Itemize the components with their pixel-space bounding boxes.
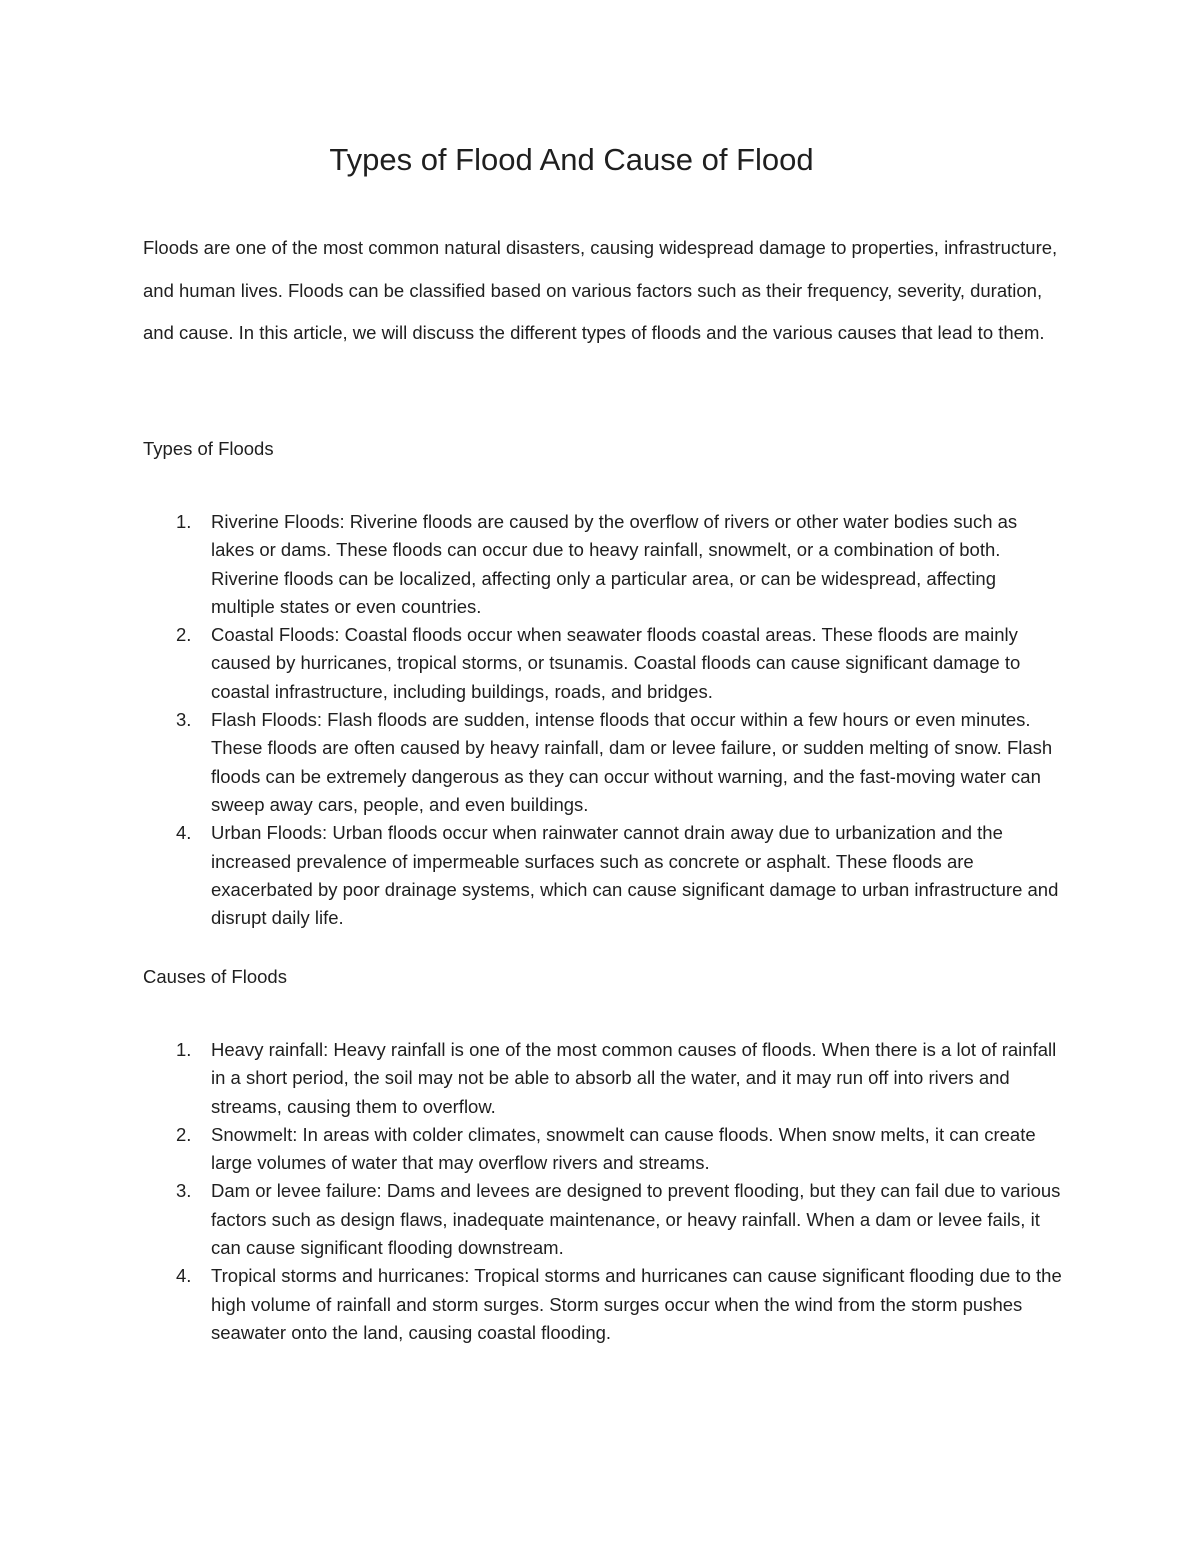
list-item-text: Heavy rainfall: Heavy rainfall is one of the most common causes of floods. When there is a lot of rainfall in a short period, the soil may not be able to absorb all the water, and it may run off into rivers and streams, causing them to overflow. [211,1039,1057,1117]
intro-paragraph: Floods are one of the most common natural disasters, causing widespread damage to properties, infrastructure, and human lives. Floods can be classified based on various factors such as their frequency, severity, duration, and cause. In this article, we will discuss the different types of floods and the various causes that lead to them. [143,237,1058,343]
list-item [143,1262,1063,1347]
list-item [143,706,1063,819]
list-item [143,1121,1063,1178]
types-list [143,508,1063,932]
list-item-text: Tropical storms and hurricanes: Tropical storms and hurricanes can cause significant flooding due to the high volume of rainfall and storm surges. Storm surges occur when the wind from the storm pushes seawater onto the land, causing coastal flooding. [211,1265,1062,1343]
causes-heading: Causes of Floods [143,966,287,987]
document-title: Types of Flood And Cause of Flood [329,142,814,177]
list-item-number: 1. [176,1039,192,1060]
list-item-number: 2. [176,1123,192,1145]
list-item-text: Snowmelt: In areas with colder climates, snowmelt can cause floods. When snow melts, it can create large volumes of water that may overflow rivers and streams. [211,1123,1036,1174]
list-item [143,621,1063,706]
list-item-text: Dam or levee failure: Dams and levees are designed to prevent flooding, but they can fail due to various factors such as design flaws, inadequate maintenance, or heavy rainfall. When a dam or levee fails, it can cause significant flooding downstream. [211,1180,1061,1259]
list-item-text: Riverine Floods: Riverine floods are caused by the overflow of rivers or other water bodies such as lakes or dams. These floods can occur due to heavy rainfall, snowmelt, or a combination of both. Riverine floods can be localized, affecting only a particular area, or can be widespread, affecting multiple states or even countries. [211,511,1018,617]
types-heading: Types of Floods [143,438,274,459]
list-item-number: 3. [176,1180,192,1202]
list-item-text: Flash Floods: Flash floods are sudden, intense floods that occur within a few hours or even minutes. These floods are often caused by heavy rainfall, dam or levee failure, or sudden melting of snow. Flash floods can be extremely dangerous as they can occur without warning, and the fast-moving water can sweep away cars, people, and even buildings. [211,709,1053,815]
list-item [143,508,1063,621]
list-item-text: Coastal Floods: Coastal floods occur when seawater floods coastal areas. These floods are mainly caused by hurricanes, tropical storms, or tsunamis. Coastal floods can cause significant damage to coastal infrastructure, including buildings, roads, and bridges. [211,624,1021,702]
list-item [143,1036,1063,1121]
list-item-number: 1. [176,511,192,532]
list-item-number: 4. [176,822,192,844]
list-item [143,1177,1063,1262]
list-item-text: Urban Floods: Urban floods occur when rainwater cannot drain away due to urbanization and the increased prevalence of impermeable surfaces such as concrete or asphalt. These floods are exacerbated by poor drainage systems, which can cause significant damage to urban infrastructure and disrupt daily life. [211,822,1059,929]
list-item-number: 4. [176,1265,192,1287]
list-item-number: 3. [176,709,192,731]
list-item-number: 2. [176,624,192,646]
causes-list [143,1036,1063,1347]
list-item [143,819,1063,932]
